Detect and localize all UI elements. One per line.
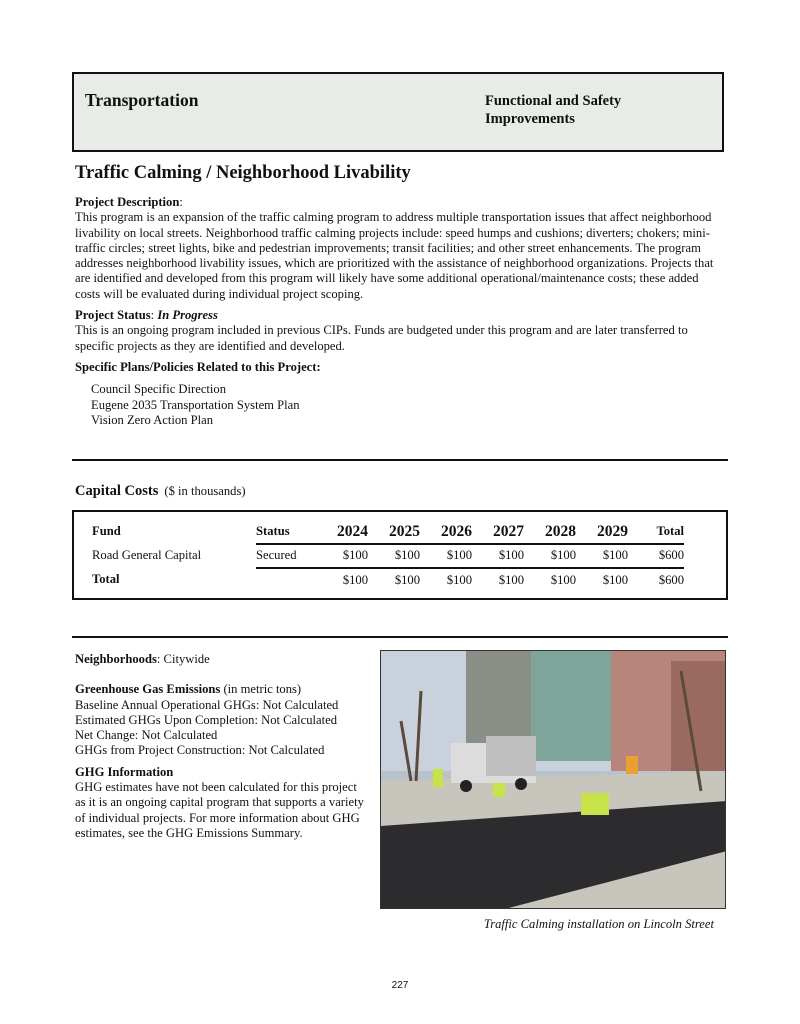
status-value: In Progress: [157, 308, 218, 323]
ghg-info-label: GHG Information: [75, 764, 174, 779]
photo-caption: Traffic Calming installation on Lincoln Street: [483, 917, 714, 931]
status-label: Project Status: [75, 308, 151, 323]
capital-costs-heading: [75, 484, 246, 499]
col-year: 2029: [576, 520, 628, 544]
category-label: Functional and Safety Improvements: [485, 93, 622, 127]
col-year: 2026: [420, 520, 472, 544]
col-total: Total: [628, 520, 684, 544]
col-fund: Fund: [92, 524, 121, 539]
capital-costs-label: Capital Costs: [75, 483, 159, 499]
table-total-row: [92, 568, 684, 592]
ghg-line: Baseline Annual Operational GHGs: Not Calculated: [75, 697, 339, 712]
ghg-unit: (in metric tons): [223, 682, 302, 697]
cell: Total: [92, 572, 120, 587]
cell: $600: [658, 548, 684, 563]
cell: $100: [420, 568, 472, 592]
ghg-line: Estimated GHGs Upon Completion: Not Calculated: [75, 712, 337, 727]
plan-item: Council Specific Direction: [91, 382, 226, 397]
plan-item: Eugene 2035 Transportation System Plan: [91, 397, 300, 412]
cell: $100: [472, 568, 524, 592]
department-label: Transportation: [85, 90, 199, 110]
page-number: 227: [391, 980, 409, 991]
col-year: 2028: [524, 520, 576, 544]
ghg-info-text: GHG estimates have not been calculated for this project as it is an ongoing capital program that supports a variety of individual projects. For more information about GHG estimates, see the GHG Emissions Summary.: [75, 780, 364, 840]
cell: $100: [446, 548, 472, 563]
ghg-line: Net Change: Not Calculated: [75, 728, 218, 743]
cell: $100: [316, 568, 368, 592]
neighborhoods-value: Citywide: [163, 652, 210, 666]
cell: $100: [550, 548, 576, 563]
cell: $100: [342, 548, 368, 563]
cell: $600: [628, 568, 684, 592]
divider: [72, 636, 728, 638]
divider: [72, 459, 728, 461]
cell: $100: [394, 548, 420, 563]
project-photo: [380, 650, 726, 909]
table-header-row: [92, 520, 684, 544]
col-year: 2024: [316, 520, 368, 544]
project-details: Project Description: This program is an expansion of the traffic calming program to address multiple transportation issues that affect neighborhood livability on local streets. Neighborhood traffic calming projects include: speed humps and cushions; diverters; chokers; mini-traffic circles; street lights, bike and pedestrian improvements; transit facilities; and other street enhancements. The program addresses neighborhood livability issues, which are prioritized with the assistance of neighborhood organizations. Projects that are identified and developed from this program will likely have some additional operational/maintenance costs; these added costs will be evaluated during individual project scoping. Project Status: In Progress This is an ongoing program included in previous CIPs. Funds are budgeted under this program and are later transferred to specific projects as they are identified and developed. Specific Plans/Policies Related to this Project: Council Specific Direction Eugene 2035 Transportation System Plan Vision Zero Action Plan: [75, 195, 725, 428]
cell: $100: [368, 568, 420, 592]
status-text: This is an ongoing program included in previous CIPs. Funds are budgeted under this program and are later transferred to specific projects as they are identified and developed.: [75, 323, 688, 353]
project-title: Traffic Calming / Neighborhood Livability: [75, 163, 411, 183]
plans-list: [75, 382, 725, 428]
description-text: This program is an expansion of the traffic calming program to address multiple transportation issues that affect neighborhood livability on local streets. Neighborhood traffic calming projects include: speed humps and cushions; diverters; chokers; mini-traffic circles; street lights, bike and pedestrian improvements; transit facilities; and other street enhancements. The program addresses neighborhood livability issues, which are prioritized with the assistance of neighborhood organizations. Projects that are identified and developed from this program will likely have some additional operational/maintenance costs; these added costs will be evaluated during individual project scoping.: [75, 210, 714, 301]
capital-costs-table: [72, 510, 728, 600]
cell: $100: [524, 568, 576, 592]
cell: $100: [576, 568, 628, 592]
plan-item: Vision Zero Action Plan: [91, 412, 214, 427]
cell: Road General Capital: [92, 548, 202, 563]
ghg-section: Neighborhoods: Citywide Greenhouse Gas Emissions (in metric tons) Baseline Annual Operational GHGs: Not Calculated Estimated GHGs Upon Completion: Not Calculated Net Change: Not Calculated GHGs from Project Construction: Not Calculated GHG Information GHG estimates have not been calculated for this project as it is an ongoing capital program that supports a variety of individual projects. For more information about GHG estimates, see the GHG Emissions Summary.: [75, 652, 364, 840]
col-year: 2027: [472, 520, 524, 544]
cell: [256, 568, 316, 592]
neighborhoods-label: Neighborhoods: [75, 652, 157, 666]
cell: $100: [602, 548, 628, 563]
plans-label: Specific Plans/Policies Related to this Project:: [75, 359, 321, 374]
table-row: [92, 544, 684, 568]
ghg-line: GHGs from Project Construction: Not Calculated: [75, 743, 325, 758]
col-year: 2025: [368, 520, 420, 544]
ghg-label: Greenhouse Gas Emissions: [75, 682, 221, 697]
section-header: [72, 72, 724, 152]
capital-costs-unit: ($ in thousands): [164, 484, 246, 498]
cell: $100: [498, 548, 524, 563]
description-label: Project Description: [75, 195, 180, 209]
cell: Secured: [256, 548, 297, 563]
col-status: Status: [256, 520, 316, 544]
